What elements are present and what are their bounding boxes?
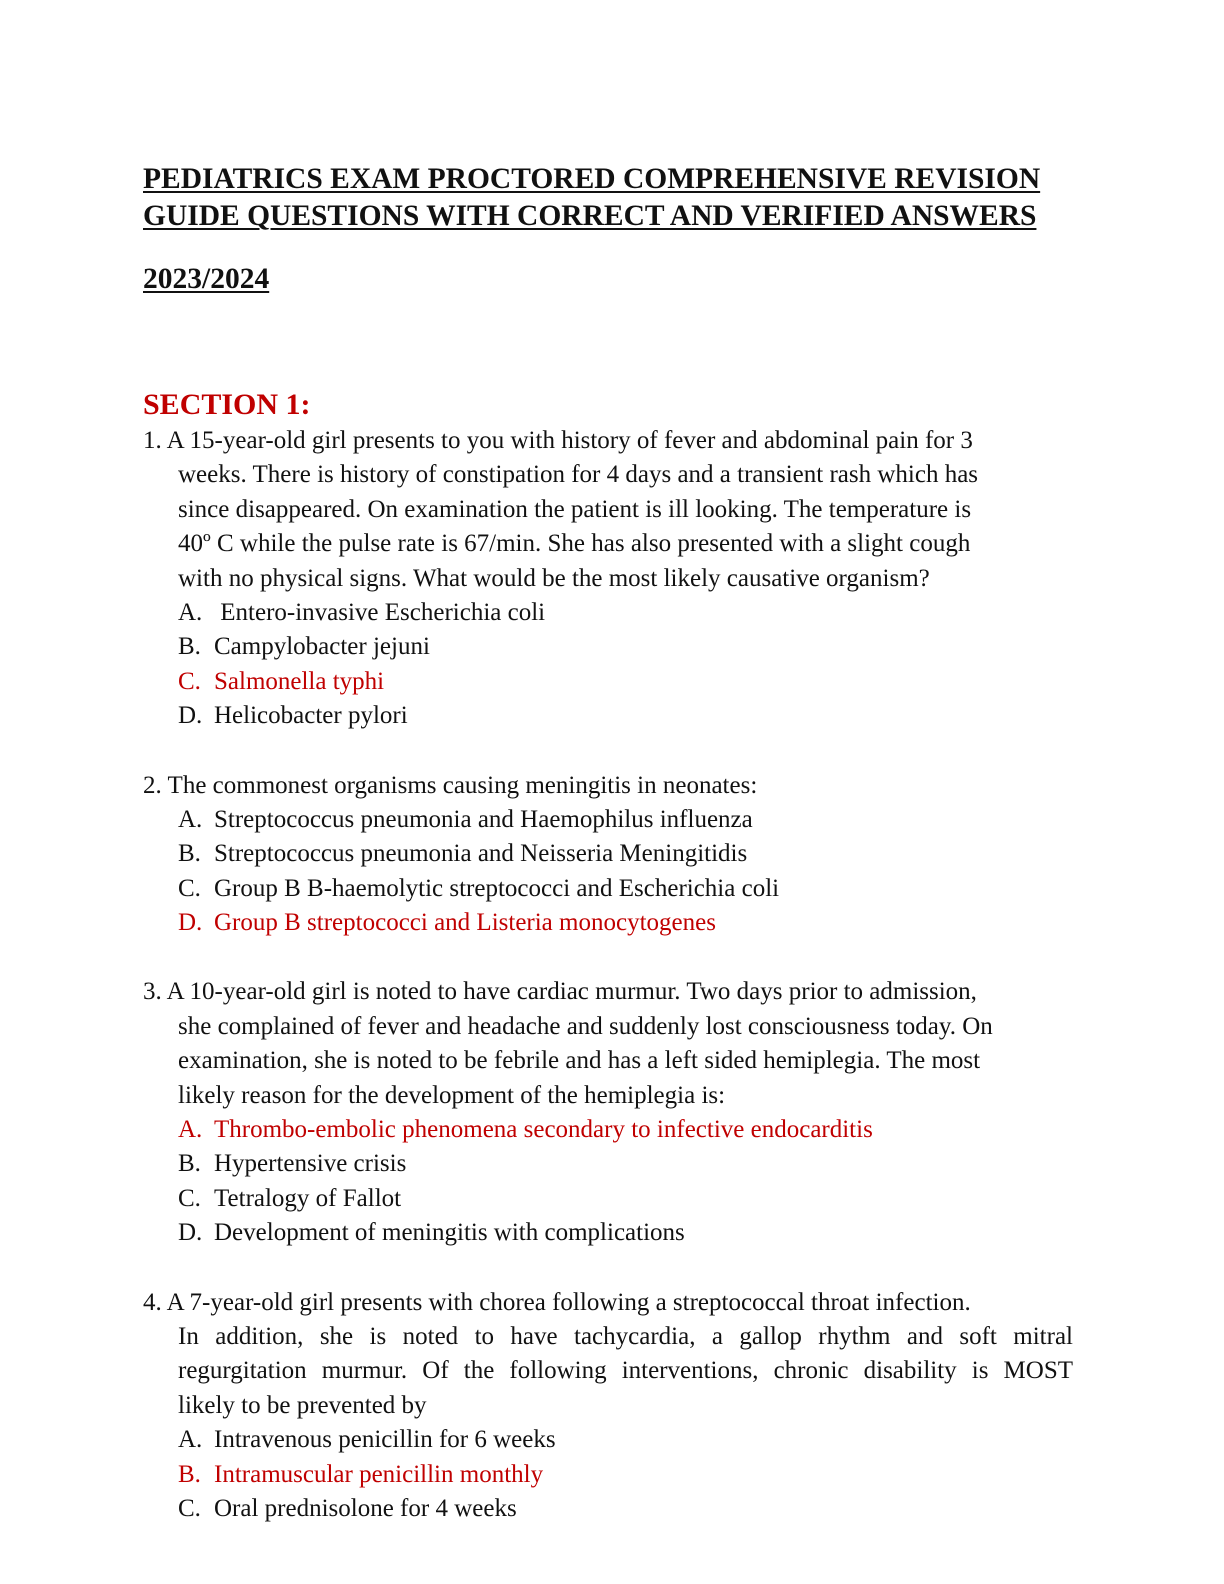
- question-stem-line: 1. A 15-year-old girl presents to you with history of fever and abdominal pain for 3: [143, 427, 973, 454]
- question-stem-line: In addition, she is noted to have tachycardia, a gallop rhythm and soft mitral: [178, 1322, 1073, 1350]
- question-stem-line: 4. A 7-year-old girl presents with chorea following a streptococcal throat infection.: [143, 1288, 971, 1316]
- answer-option-correct: [143, 1458, 1073, 1492]
- question-stem-line: with no physical signs. What would be the most likely causative organism?: [178, 564, 930, 592]
- option-letter: B.: [178, 1460, 201, 1488]
- option-text: Development of meningitis with complications: [214, 1219, 685, 1247]
- option-text: Streptococcus pneumonia and Neisseria Meningitidis: [214, 840, 748, 868]
- answer-option-correct: [143, 1113, 1073, 1147]
- answer-option-correct: [143, 906, 1073, 940]
- section-heading: SECTION 1:: [143, 388, 311, 421]
- answer-option: [143, 1492, 1073, 1526]
- option-text: Oral prednisolone for 4 weeks: [214, 1494, 517, 1522]
- question-stem-line: 2. The commonest organisms causing meningitis in neonates:: [143, 771, 758, 799]
- question-list: [143, 424, 1073, 1561]
- question-stem-line: examination, she is noted to be febrile and has a left sided hemiplegia. The most: [178, 1047, 981, 1075]
- option-text: Campylobacter jejuni: [214, 633, 430, 661]
- question-stem-line: since disappeared. On examination the patient is ill looking. The temperature is: [178, 495, 972, 523]
- option-text: Intramuscular penicillin monthly: [214, 1460, 544, 1488]
- option-letter: B.: [178, 840, 201, 868]
- answer-option: [143, 1147, 1073, 1181]
- option-text: Intravenous penicillin for 6 weeks: [214, 1426, 556, 1454]
- question-stem-line: regurgitation murmur. Of the following interventions, chronic disability is MOST: [178, 1357, 1073, 1385]
- document-year: 2023/2024: [143, 263, 270, 295]
- option-letter: B.: [178, 1150, 201, 1178]
- answer-option: [143, 1216, 1073, 1250]
- option-letter: A.: [178, 598, 203, 626]
- document-title: [143, 161, 1123, 235]
- document-title-line-2: GUIDE QUESTIONS WITH CORRECT AND VERIFIED ANSWERS: [143, 200, 1037, 232]
- question-4: [143, 1286, 1073, 1527]
- question-stem-line: she complained of fever and headache and suddenly lost consciousness today. On: [178, 1012, 993, 1040]
- option-letter: A.: [178, 1116, 203, 1144]
- option-text: Tetralogy of Fallot: [214, 1184, 402, 1212]
- option-text: Group B streptococci and Listeria monocytogenes: [214, 909, 716, 937]
- option-letter: D.: [178, 1219, 203, 1247]
- question-2: [143, 769, 1073, 941]
- option-letter: C.: [178, 667, 201, 695]
- answer-option: [143, 1182, 1073, 1216]
- answer-option-correct: [143, 665, 1073, 699]
- option-text: Thrombo-embolic phenomena secondary to infective endocarditis: [214, 1116, 873, 1144]
- question-3: [143, 975, 1073, 1250]
- question-stem-line: 3. A 10-year-old girl is noted to have cardiac murmur. Two days prior to admission,: [143, 978, 977, 1006]
- question-stem-line: likely reason for the development of the hemiplegia is:: [178, 1081, 726, 1109]
- answer-option: [143, 699, 1073, 733]
- option-letter: D.: [178, 909, 203, 937]
- option-letter: D.: [178, 702, 203, 730]
- answer-option: [143, 630, 1073, 664]
- answer-option: [143, 872, 1073, 906]
- question-1: [143, 424, 1073, 734]
- question-stem-line: likely to be prevented by: [178, 1391, 427, 1419]
- option-text: Hypertensive crisis: [214, 1150, 407, 1178]
- option-letter: A.: [178, 1426, 203, 1454]
- option-text: Group B B-haemolytic streptococci and Escherichia coli: [214, 874, 780, 902]
- option-text: Streptococcus pneumonia and Haemophilus influenza: [214, 805, 753, 833]
- option-letter: C.: [178, 874, 201, 902]
- question-stem-line: 40º C while the pulse rate is 67/min. She has also presented with a slight cough: [178, 530, 971, 558]
- option-text: Helicobacter pylori: [214, 702, 408, 730]
- option-text: Salmonella typhi: [214, 667, 385, 695]
- option-letter: A.: [178, 805, 203, 833]
- option-letter: C.: [178, 1494, 201, 1522]
- option-letter: C.: [178, 1184, 201, 1212]
- answer-option: [143, 837, 1073, 871]
- option-text: Entero-invasive Escherichia coli: [214, 598, 546, 626]
- question-stem-line: weeks. There is history of constipation for 4 days and a transient rash which has: [178, 461, 979, 489]
- answer-option: [143, 803, 1073, 837]
- answer-option: [143, 596, 1073, 630]
- answer-option: [143, 1423, 1073, 1457]
- document-title-line-1: PEDIATRICS EXAM PROCTORED COMPREHENSIVE REVISION: [143, 163, 1041, 195]
- option-letter: B.: [178, 633, 201, 661]
